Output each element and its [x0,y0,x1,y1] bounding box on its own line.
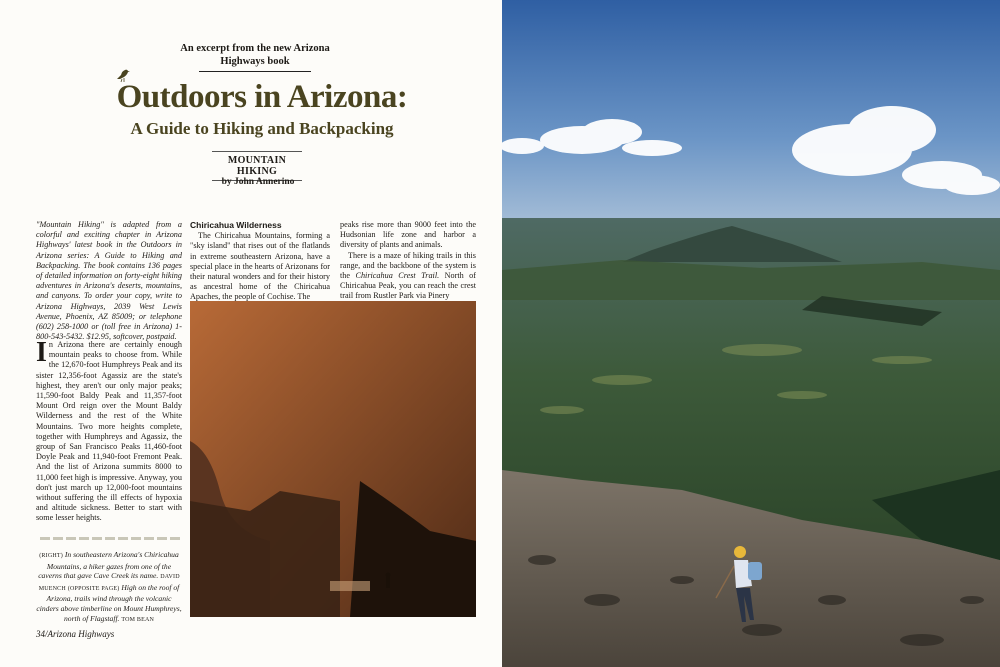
mountain-photo-image [502,0,1000,667]
subhead-chiricahua: Chiricahua Wilderness [190,220,282,230]
caption-text-right: In southeastern Arizona's Chiricahua Mountains, a hiker gazes from one of the caverns that gave Cave Creek its name. [38,550,179,581]
byline: by John Annerino [221,177,295,187]
excerpt-note [180,42,330,72]
caption-divider [40,536,182,542]
body-paragraph-2: The Chiricahua Mountains, forming a "sky island" that rises out of the flatlands in extreme southeastern Arizona, have a special place in the hearts of Arizonans for their natural wonders and for their history as ancestral home of the Chiricahua Apaches, the people of Cochise. The [190,231,330,302]
page-subtitle: A Guide to Hiking and Backpacking [130,119,394,138]
section-label: MOUNTAIN HIKING [227,155,287,177]
caption-label-opposite: (OPPOSITE PAGE) [67,585,120,592]
section-rule-top [212,151,302,152]
drop-cap: I [36,337,47,368]
body-paragraph-4: There is a maze of hiking trails in this range, and the backbone of the system is the Chiricahua Crest Trail. North of Chiricahua Peak, you can reach the crest trail from Rustler Park via Pinery [340,250,476,301]
body-column-3 [340,220,476,302]
page-title: Outdoors in Arizona: [116,79,408,115]
mountain-photo [502,0,1000,667]
body-paragraph-1: n Arizona there are certainly enough mountain peaks to choose from. While the 12,670-foot Humphreys Peak and its sister 12,356-foot Agassiz are the state's highest, they aren't our only major peaks; 11,590-foot Baldy Peak and 11,357-foot Mount Ord reign over the Mount Baldy Wilderness and the rest of the White Mountains. Two more heights complete, together with Humphreys and Agassiz, the group of San Francisco Peaks 11,460-foot Doyle Peak and 11,940-foot Fremont Peak. And the list of Arizona summits 8000 to 11,000 feet high is impressive. Anyway, you don't just march up 12,000-foot mountains without suffering the ill effects of hypoxia and altitude sickness. Better to start with some lesser heights. [36,340,182,523]
caption-label-right: (RIGHT) [39,553,63,559]
body-column-1 [36,337,182,524]
cave-photo [190,301,476,617]
photo-caption [36,550,182,625]
body-paragraph-3: peaks rise more than 9000 feet into the Hudsonian life zone and harbor a diversity of plants and animals. [340,220,476,250]
body-column-2 [190,220,330,303]
page-folio: 34/Arizona Highways [36,629,115,639]
caption-credit-opposite: TOM BEAN [121,616,155,623]
excerpt-text: An excerpt from the new Arizona Highways book [180,43,330,67]
excerpt-rule [199,71,311,72]
cave-photo-image [190,301,476,617]
caption-text-opposite: High on the roof of Arizona, trails wind through the volcanic cinders above timberline on Mount Humphreys, north of Flagstaff. [36,582,182,623]
intro-note: "Mountain Hiking" is adapted from a colorful and exciting chapter in Arizona Highways' latest book in the Outdoors in Arizona series: A Guide to Hiking and Backpacking. The book contains 136 pages of detailed information on forty-eight hiking adventures in Arizona's deserts, mountains, and canyons. To order your copy, write to Arizona Highways, 2039 West Lewis Avenue, Phoenix, AZ 85009; or telephone (602) 258-1000 or (toll free in Arizona) 1-800-543-5432. $12.95, softcover, postpaid. [36,220,182,342]
caption-credit-right: DAVID MUENCH [38,574,180,592]
